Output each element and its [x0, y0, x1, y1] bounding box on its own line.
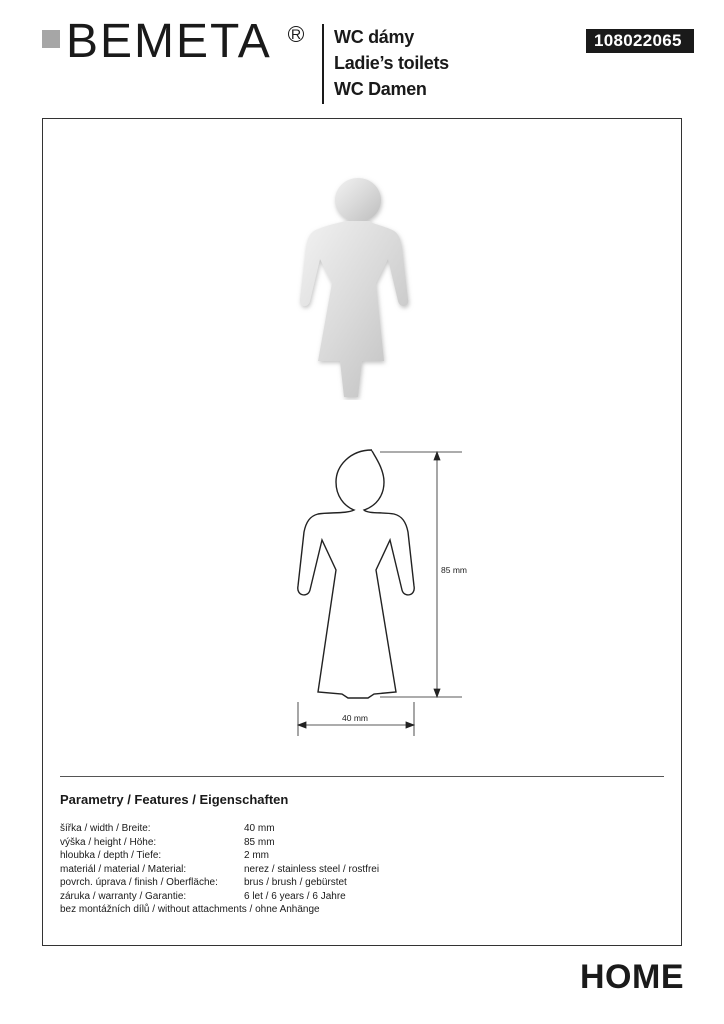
width-label: 40 mm [342, 713, 368, 723]
spec-label: povrch. úprava / finish / Oberfläche: [60, 877, 218, 888]
height-label: 85 mm [441, 565, 467, 575]
spec-row-depth [60, 849, 379, 863]
drawing-outline [298, 450, 414, 698]
title-divider [322, 24, 324, 104]
spec-value: 2 mm [244, 850, 269, 861]
spec-value: 6 let / 6 years / 6 Jahre [244, 890, 346, 902]
spec-label: šířka / width / Breite: [60, 823, 151, 834]
spec-value: nerez / stainless steel / rostfrei [244, 863, 380, 875]
title-cz: WC dámy [334, 27, 414, 47]
features-heading: Parametry / Features / Eigenschaften [60, 792, 289, 807]
spec-row-height [60, 836, 379, 850]
product-titles [334, 24, 449, 102]
spec-row-width [60, 822, 379, 836]
spec-label: materiál / material / Material: [60, 863, 187, 875]
spec-label: hloubka / depth / Tiefe: [60, 850, 162, 861]
category-label: HOME [580, 958, 684, 996]
technical-drawing [280, 440, 480, 740]
product-code-badge: 108022065 [586, 29, 694, 53]
spec-row-attachments [60, 903, 379, 917]
spec-value: brus / brush / gebürstet [244, 877, 347, 888]
spec-row-warranty [60, 890, 379, 904]
spec-label: výška / height / Höhe: [60, 836, 157, 848]
spec-label: záruka / warranty / Garantie: [60, 890, 187, 902]
spec-row-finish [60, 876, 379, 890]
spec-list [60, 822, 379, 917]
spec-row-material [60, 863, 379, 877]
section-divider [60, 776, 664, 777]
spec-value: 40 mm [244, 823, 275, 834]
brand-logo: BEMETA [66, 15, 272, 68]
spec-value: 85 mm [244, 836, 275, 848]
logo-square [42, 30, 60, 48]
spec-label: bez montážních dílů / without attachments / ohne Anhänge [60, 904, 320, 915]
registered-mark: R [288, 26, 304, 42]
title-en: Ladie’s toilets [334, 53, 449, 73]
title-de: WC Damen [334, 79, 427, 99]
product-photo-woman-pictogram [290, 175, 420, 400]
